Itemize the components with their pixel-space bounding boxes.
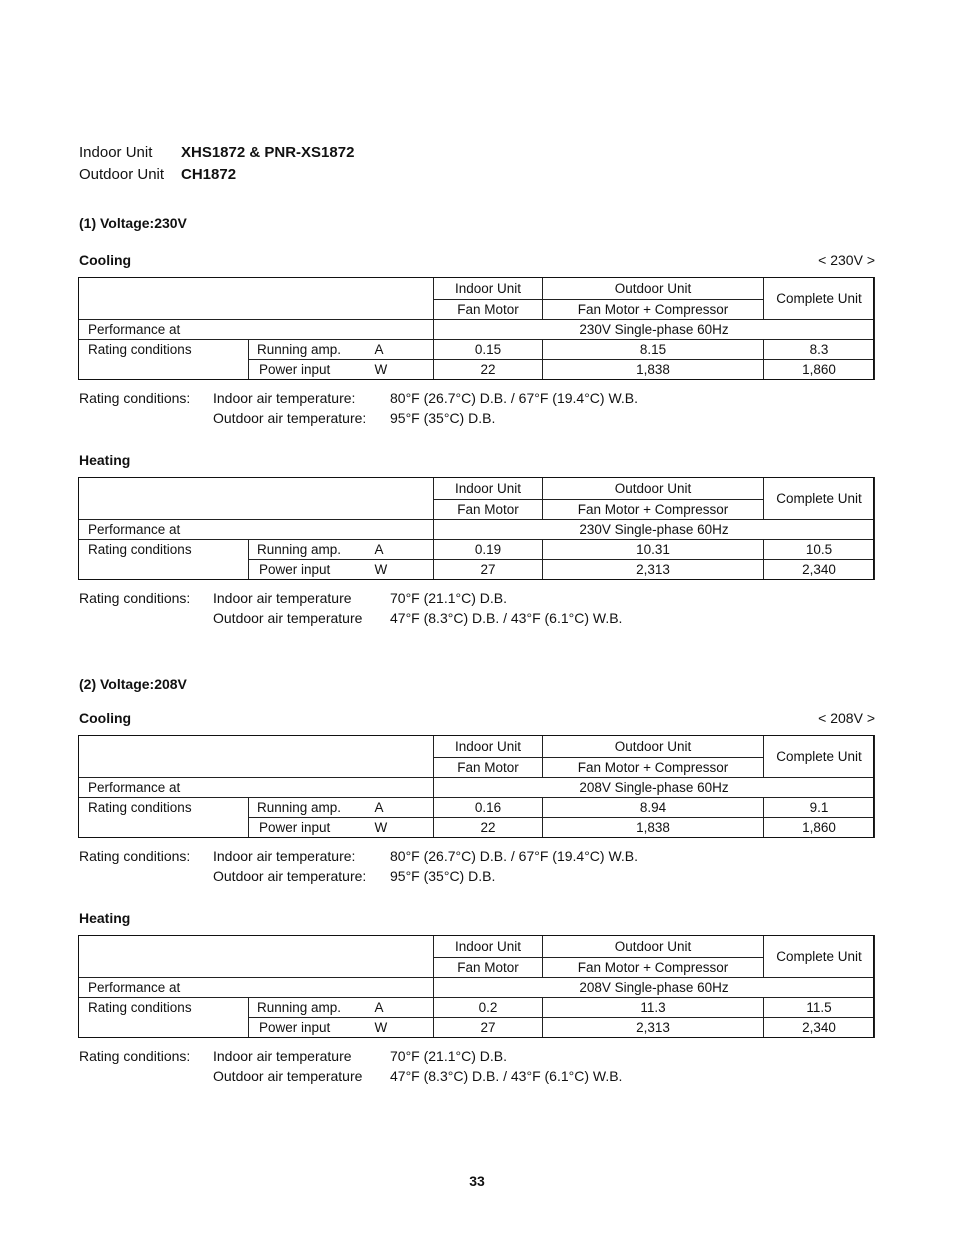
page-number: 33 [469,1173,485,1189]
power-input-label: Power input [249,1018,375,1038]
running-amp-indoor: 0.16 [434,798,543,818]
heating-rating-conditions-caption: Rating conditions: [79,590,191,606]
heating-condition-1-value: 70°F (21.1°C) D.B. [390,1048,508,1064]
power-input-unit: W [375,818,434,838]
heating-condition-2-value: 47°F (8.3°C) D.B. / 43°F (6.1°C) W.B. [390,610,623,626]
power-input-outdoor: 2,313 [543,560,764,580]
heating-condition-2-label: Outdoor air temperature [213,1068,363,1084]
power-input-indoor: 22 [434,818,543,838]
header-fan-motor: Fan Motor [434,758,543,778]
power-input-unit: W [375,360,434,380]
cooling-condition-2-label: Outdoor air temperature: [213,410,367,426]
blank-header-cell [79,736,434,778]
power-input-label: Power input [249,360,375,380]
blank-header-cell [79,278,434,320]
running-amp-indoor: 0.15 [434,340,543,360]
running-amp-complete: 9.1 [764,798,875,818]
header-indoor-unit: Indoor Unit [434,736,543,758]
header-outdoor-unit: Outdoor Unit [543,478,764,500]
voltage-tag: < 230V > [818,252,875,268]
running-amp-label: Running amp. [249,540,375,560]
header-outdoor-unit: Outdoor Unit [543,936,764,958]
heating-rating-conditions-caption: Rating conditions: [79,1048,191,1064]
running-amp-outdoor: 8.94 [543,798,764,818]
voltage-tag: < 208V > [818,710,875,726]
voltage-section-title: (1) Voltage:230V [79,215,187,231]
heating-condition-1-value: 70°F (21.1°C) D.B. [390,590,508,606]
outdoor-unit-label: Outdoor Unit [79,166,165,183]
power-input-label: Power input [249,818,375,838]
cooling-spec-table [78,735,875,838]
cooling-condition-1-label: Indoor air temperature: [213,390,356,406]
header-fan-motor-compressor: Fan Motor + Compressor [543,300,764,320]
cooling-spec-table [78,277,875,380]
indoor-unit-label: Indoor Unit [79,144,153,161]
running-amp-outdoor: 11.3 [543,998,764,1018]
power-input-indoor: 27 [434,1018,543,1038]
cooling-rating-conditions-caption: Rating conditions: [79,390,191,406]
power-input-complete: 2,340 [764,1018,875,1038]
running-amp-indoor: 0.2 [434,998,543,1018]
header-indoor-unit: Indoor Unit [434,478,543,500]
outdoor-unit-model: CH1872 [181,166,237,183]
header-complete-unit: Complete Unit [764,478,875,520]
heating-spec-table [78,935,875,1038]
heating-title: Heating [79,452,131,468]
power-supply: 208V Single-phase 60Hz [434,778,875,798]
blank-header-cell [79,936,434,978]
blank-header-cell [79,478,434,520]
voltage-section-title: (2) Voltage:208V [79,676,187,692]
cooling-condition-2-value: 95°F (35°C) D.B. [390,410,496,426]
running-amp-complete: 11.5 [764,998,875,1018]
header-outdoor-unit: Outdoor Unit [543,736,764,758]
heating-condition-1-label: Indoor air temperature [213,590,352,606]
power-supply: 230V Single-phase 60Hz [434,520,875,540]
running-amp-unit: A [375,340,434,360]
running-amp-unit: A [375,540,434,560]
cooling-condition-1-value: 80°F (26.7°C) D.B. / 67°F (19.4°C) W.B. [390,848,639,864]
power-input-complete: 1,860 [764,818,875,838]
rating-conditions-label: Rating conditions [79,998,249,1038]
cooling-title: Cooling [79,252,132,268]
performance-at-label: Performance at [79,778,434,798]
rating-conditions-label: Rating conditions [79,540,249,580]
power-input-outdoor: 2,313 [543,1018,764,1038]
power-input-indoor: 22 [434,360,543,380]
header-fan-motor: Fan Motor [434,958,543,978]
power-input-unit: W [375,1018,434,1038]
header-indoor-unit: Indoor Unit [434,278,543,300]
running-amp-outdoor: 10.31 [543,540,764,560]
performance-at-label: Performance at [79,978,434,998]
power-input-unit: W [375,560,434,580]
header-complete-unit: Complete Unit [764,936,875,978]
heating-title: Heating [79,910,131,926]
header-indoor-unit: Indoor Unit [434,936,543,958]
header-complete-unit: Complete Unit [764,736,875,778]
running-amp-label: Running amp. [249,798,375,818]
rating-conditions-label: Rating conditions [79,340,249,380]
header-fan-motor-compressor: Fan Motor + Compressor [543,958,764,978]
heating-condition-2-label: Outdoor air temperature [213,610,363,626]
running-amp-label: Running amp. [249,998,375,1018]
power-input-complete: 1,860 [764,360,875,380]
heating-condition-2-value: 47°F (8.3°C) D.B. / 43°F (6.1°C) W.B. [390,1068,623,1084]
power-input-indoor: 27 [434,560,543,580]
running-amp-outdoor: 8.15 [543,340,764,360]
performance-at-label: Performance at [79,520,434,540]
cooling-condition-2-label: Outdoor air temperature: [213,868,367,884]
running-amp-complete: 10.5 [764,540,875,560]
power-input-outdoor: 1,838 [543,360,764,380]
performance-at-label: Performance at [79,320,434,340]
cooling-condition-2-value: 95°F (35°C) D.B. [390,868,496,884]
heating-condition-1-label: Indoor air temperature [213,1048,352,1064]
header-fan-motor-compressor: Fan Motor + Compressor [543,500,764,520]
cooling-condition-1-label: Indoor air temperature: [213,848,356,864]
power-input-outdoor: 1,838 [543,818,764,838]
header-fan-motor: Fan Motor [434,300,543,320]
rating-conditions-label: Rating conditions [79,798,249,838]
header-fan-motor: Fan Motor [434,500,543,520]
power-supply: 230V Single-phase 60Hz [434,320,875,340]
heating-spec-table [78,477,875,580]
running-amp-indoor: 0.19 [434,540,543,560]
power-supply: 208V Single-phase 60Hz [434,978,875,998]
running-amp-unit: A [375,998,434,1018]
header-fan-motor-compressor: Fan Motor + Compressor [543,758,764,778]
power-input-complete: 2,340 [764,560,875,580]
running-amp-label: Running amp. [249,340,375,360]
cooling-title: Cooling [79,710,132,726]
cooling-rating-conditions-caption: Rating conditions: [79,848,191,864]
running-amp-unit: A [375,798,434,818]
indoor-unit-model: XHS1872 & PNR-XS1872 [181,144,355,161]
header-complete-unit: Complete Unit [764,278,875,320]
power-input-label: Power input [249,560,375,580]
header-outdoor-unit: Outdoor Unit [543,278,764,300]
running-amp-complete: 8.3 [764,340,875,360]
cooling-condition-1-value: 80°F (26.7°C) D.B. / 67°F (19.4°C) W.B. [390,390,639,406]
